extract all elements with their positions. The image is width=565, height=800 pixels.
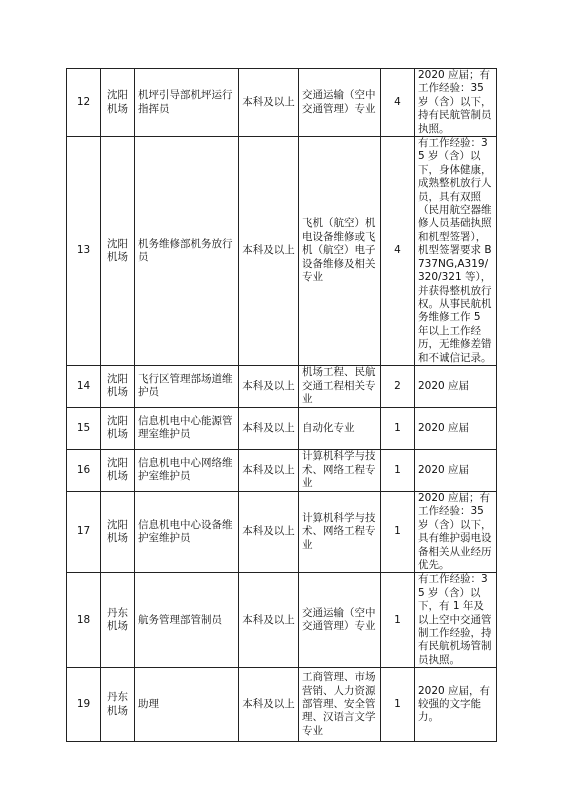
headcount-cell: 4 <box>381 137 415 366</box>
headcount-cell: 1 <box>381 491 415 572</box>
row-number: 18 <box>67 573 101 668</box>
unit-cell: 丹东机场 <box>101 573 135 668</box>
requirement-cell: 2020 应届 <box>415 407 497 449</box>
row-number: 13 <box>67 137 101 366</box>
education-cell: 本科及以上 <box>239 137 299 366</box>
position-cell: 信息机电中心设备维护室维护员 <box>135 491 239 572</box>
row-number: 14 <box>67 365 101 407</box>
position-cell: 机务维修部机务放行员 <box>135 137 239 366</box>
row-number: 17 <box>67 491 101 572</box>
major-cell: 飞机（航空）机电设备维修或飞机（航空）电子设备维修及相关专业 <box>299 137 381 366</box>
headcount-cell: 2 <box>381 365 415 407</box>
major-cell: 自动化专业 <box>299 407 381 449</box>
education-cell: 本科及以上 <box>239 668 299 742</box>
unit-cell: 沈阳机场 <box>101 69 135 137</box>
education-cell: 本科及以上 <box>239 407 299 449</box>
education-cell: 本科及以上 <box>239 449 299 491</box>
position-cell: 航务管理部管制员 <box>135 573 239 668</box>
unit-cell: 沈阳机场 <box>101 407 135 449</box>
headcount-cell: 1 <box>381 668 415 742</box>
education-cell: 本科及以上 <box>239 365 299 407</box>
major-cell: 交通运输（空中交通管理）专业 <box>299 573 381 668</box>
table-row <box>67 137 497 366</box>
position-cell: 信息机电中心能源管理室维护员 <box>135 407 239 449</box>
requirement-cell: 2020 应届；有工作经验：35 岁（含）以下，持有民航管制员执照。 <box>415 69 497 137</box>
table-row <box>67 365 497 407</box>
major-cell: 机场工程、民航交通工程相关专业 <box>299 365 381 407</box>
table-row <box>67 668 497 742</box>
position-cell: 信息机电中心网络维护室维护员 <box>135 449 239 491</box>
headcount-cell: 1 <box>381 407 415 449</box>
major-cell: 计算机科学与技术、网络工程专业 <box>299 491 381 572</box>
major-cell: 工商管理、市场营销、人力资源部管理、安全管理、汉语言文学专业 <box>299 668 381 742</box>
unit-cell: 沈阳机场 <box>101 449 135 491</box>
recruitment-table <box>66 68 497 742</box>
unit-cell: 沈阳机场 <box>101 491 135 572</box>
table-row <box>67 573 497 668</box>
row-number: 15 <box>67 407 101 449</box>
major-cell: 计算机科学与技术、网络工程专业 <box>299 449 381 491</box>
education-cell: 本科及以上 <box>239 491 299 572</box>
unit-cell: 沈阳机场 <box>101 365 135 407</box>
unit-cell: 沈阳机场 <box>101 137 135 366</box>
table-row <box>67 491 497 572</box>
major-cell: 交通运输（空中交通管理）专业 <box>299 69 381 137</box>
requirement-cell: 有工作经验：35 岁（含）以下，有 1 年及以上空中交通管制工作经验，持有民航机场管制员执照。 <box>415 573 497 668</box>
requirement-cell: 2020 应届 <box>415 449 497 491</box>
table-row <box>67 69 497 137</box>
headcount-cell: 4 <box>381 69 415 137</box>
education-cell: 本科及以上 <box>239 69 299 137</box>
position-cell: 助理 <box>135 668 239 742</box>
row-number: 19 <box>67 668 101 742</box>
requirement-cell: 有工作经验：35 岁（含）以下，身体健康，成熟整机放行人员，具有双照（民用航空器维修人员基础执照和机型签署），机型签署要求 B737NG,A319/320/321 等），并获得整机放行权。从事民航机务维修工作 5 年以上工作经历，无维修差错和不诚信记录。 <box>415 137 497 366</box>
row-number: 16 <box>67 449 101 491</box>
position-cell: 飞行区管理部场道维护员 <box>135 365 239 407</box>
headcount-cell: 1 <box>381 449 415 491</box>
table-row <box>67 407 497 449</box>
requirement-cell: 2020 应届；有工作经验：35 岁（含）以下，具有维护弱电设备相关从业经历优先。 <box>415 491 497 572</box>
requirement-cell: 2020 应届 <box>415 365 497 407</box>
unit-cell: 丹东机场 <box>101 668 135 742</box>
requirement-cell: 2020 应届，有较强的文字能力。 <box>415 668 497 742</box>
row-number: 12 <box>67 69 101 137</box>
headcount-cell: 1 <box>381 573 415 668</box>
position-cell: 机坪引导部机坪运行指挥员 <box>135 69 239 137</box>
education-cell: 本科及以上 <box>239 573 299 668</box>
table-row <box>67 449 497 491</box>
